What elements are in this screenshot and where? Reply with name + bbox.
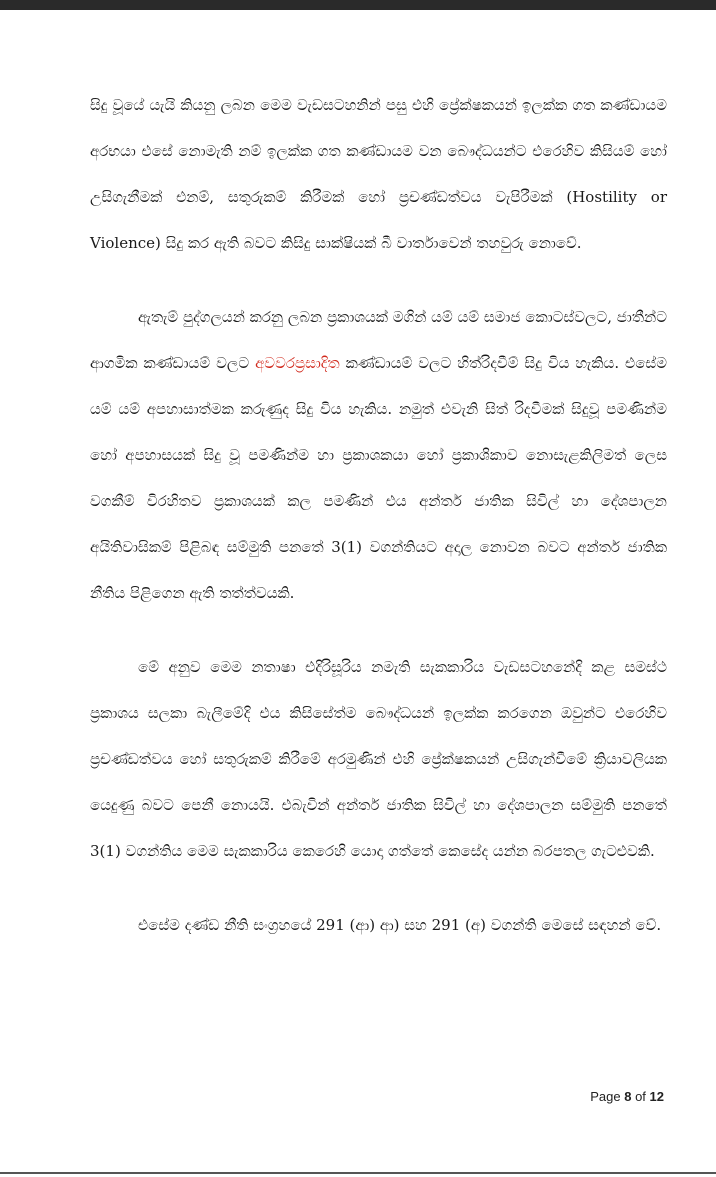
paragraph-3: මේ අනුව මෙම නතාෂා එදිරිසූරිය නමැති සැකකාරිය වැඩසටහනේදි කළ සමස්ථ ප්‍රකාශය සලකා බැලීමේදි එය කිසිසේත්ම බෞද්ධයන් ඉලක්ක කරගෙන ඔවුන්ට එරෙහිව ප්‍රචණ්ඩත්වය හෝ සතුරුකම් කිරීමේ අරමුණින් එහි ප්‍රේක්ෂකයන් උසිගැන්වීමේ ක්‍රියාවලියක යෙදුණු බවට පෙනී නොයයි. එබැවින් අන්තර් ජාතික සිවිල් හා දේශපාලන සම්මුති පනතේ 3(1) වගන්තිය මෙම සැකකාරිය කෙරෙහි යොදා ගත්තේ කෙසේද යන්න බරපතල ගැටළුවකි.: [90, 658, 667, 860]
total-page-number: 12: [649, 1089, 664, 1104]
paragraph-spacer: [90, 616, 667, 644]
page-prefix: Page: [590, 1089, 625, 1104]
current-page-number: 8: [624, 1089, 632, 1104]
bottom-border-line: [0, 1172, 716, 1174]
paragraph-2: [90, 294, 667, 616]
document-body: [90, 82, 667, 948]
page-number-footer: [590, 1089, 664, 1104]
paragraph-spacer: [90, 266, 667, 294]
paragraph-spacer: [90, 874, 667, 902]
top-border-bar: [0, 0, 716, 10]
paragraph-1: සිදු වූයේ යැයි කියනු ලබන මෙම වැඩසටහනින් පසු එහි ප්‍රේක්ෂකයන් ඉලක්ක ගත කණ්ඩායම අරභයා එසේ නොමැති නම් ඉලක්ක ගත කණ්ඩායම වන බෞද්ධයන්ට එරෙහිව කිසියම් හෝ උසිගැනීමක් එනම්, සතුරුකම් කිරීමක් හෝ ප්‍රචණ්ඩත්වය වැපිරීමක් (Hostility or Violence) සිදු කර ඇති බවට කිසිදු සාක්ෂියක් බී වාර්තාවෙන් තහවුරු නොවේ.: [90, 96, 667, 252]
paragraph-4: එසේම දණ්ඩ නීති සංග්‍රහයේ 291 (ආ) ආ) සහ 291 (අ) වගන්ති මෙසේ සඳහන් වේ.: [138, 916, 662, 934]
paragraph-2-text-start: ඇතැම් පුද්ගලයන් කරනු ලබන ප්‍රකාශයක් මගින් යම් යම් සමාජ කොටස්වලට, ජාතීන්ට ආගමික කණ්ඩායම් වලට: [90, 308, 667, 372]
page-separator: of: [631, 1089, 650, 1104]
highlighted-word: අවවරප්‍රසාදිත: [255, 354, 340, 372]
paragraph-2-text-end: කණ්ඩායම් වලට හිත්රිදවීම් සිදු විය හැකිය. එසේම යම් යම් අපහාසාත්මක කරුණුද සිදු විය හැකිය. නමුත් එවැනි සිත් රිදවීමක් සිදුවූ පමණින්ම හෝ අපහාසයක් සිදු වූ පමණින්ම හා ප්‍රකාශකයා හෝ ප්‍රකාශිකාව නොසැළකිලිමත් ලෙස වගකීම් විරහිතව ප්‍රකාශයක් කල පමණින් එය අන්තර් ජාතික සිවිල් හා දේශපාලන අයිතිවාසිකම් පිළිබඳ සම්මුති පනතේ 3(1) වගන්තියට අදාල නොවන බවට අන්තර් ජාතික නීතිය පිළිගෙන ඇති තත්ත්වයකි.: [90, 354, 667, 602]
